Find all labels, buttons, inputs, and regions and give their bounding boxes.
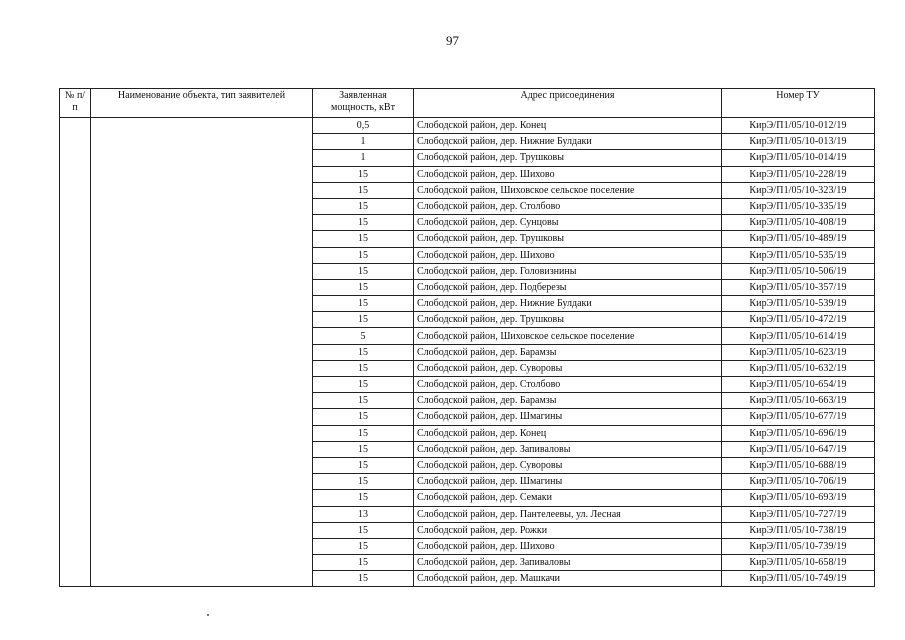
cell-address: Слободской район, дер. Нижние Булдаки — [414, 296, 722, 312]
cell-tu-number: КирЭ/П1/05/10-539/19 — [722, 296, 875, 312]
cell-address: Слободской район, дер. Конец — [414, 425, 722, 441]
cell-tu-number: КирЭ/П1/05/10-663/19 — [722, 393, 875, 409]
cell-tu-number: КирЭ/П1/05/10-677/19 — [722, 409, 875, 425]
cell-tu-number: КирЭ/П1/05/10-693/19 — [722, 490, 875, 506]
header-power: Заявленная мощность, кВт — [313, 89, 414, 118]
cell-power: 15 — [313, 409, 414, 425]
cell-power: 1 — [313, 150, 414, 166]
table-header-row — [60, 89, 875, 118]
cell-power: 15 — [313, 263, 414, 279]
cell-address: Слободской район, Шиховское сельское поселение — [414, 182, 722, 198]
cell-power: 13 — [313, 506, 414, 522]
cell-address: Слободской район, дер. Шихово — [414, 166, 722, 182]
cell-power: 15 — [313, 490, 414, 506]
cell-address: Слободской район, дер. Конец — [414, 118, 722, 134]
cell-address: Слободской район, дер. Суворовы — [414, 457, 722, 473]
cell-address: Слободской район, дер. Рожки — [414, 522, 722, 538]
cell-tu-number: КирЭ/П1/05/10-749/19 — [722, 571, 875, 587]
cell-power: 5 — [313, 328, 414, 344]
cell-tu-number: КирЭ/П1/05/10-408/19 — [722, 215, 875, 231]
cell-address: Слободской район, дер. Шихово — [414, 247, 722, 263]
cell-address: Слободской район, дер. Запиваловы — [414, 441, 722, 457]
cell-power: 15 — [313, 393, 414, 409]
cell-tu-number: КирЭ/П1/05/10-228/19 — [722, 166, 875, 182]
cell-address: Слободской район, дер. Столбово — [414, 377, 722, 393]
cell-name-merged — [91, 118, 313, 587]
cell-address: Слободской район, дер. Суворовы — [414, 360, 722, 376]
cell-address: Слободской район, дер. Машкачи — [414, 571, 722, 587]
cell-tu-number: КирЭ/П1/05/10-614/19 — [722, 328, 875, 344]
header-address: Адрес присоединения — [414, 89, 722, 118]
cell-power: 15 — [313, 441, 414, 457]
cell-tu-number: КирЭ/П1/05/10-013/19 — [722, 134, 875, 150]
cell-address: Слободской район, дер. Сунцовы — [414, 215, 722, 231]
cell-address: Слободской район, дер. Столбово — [414, 198, 722, 214]
cell-power: 15 — [313, 474, 414, 490]
cell-address: Слободской район, дер. Трушковы — [414, 150, 722, 166]
cell-power: 1 — [313, 134, 414, 150]
cell-tu-number: КирЭ/П1/05/10-706/19 — [722, 474, 875, 490]
cell-tu-number: КирЭ/П1/05/10-323/19 — [722, 182, 875, 198]
connections-table — [59, 88, 875, 587]
cell-power: 15 — [313, 360, 414, 376]
cell-address: Слободской район, дер. Шмагины — [414, 474, 722, 490]
table-body — [60, 118, 875, 587]
cell-power: 15 — [313, 182, 414, 198]
cell-address: Слободской район, дер. Шмагины — [414, 409, 722, 425]
cell-address: Слободской район, дер. Барамзы — [414, 393, 722, 409]
header-num: № п/п — [60, 89, 91, 118]
cell-tu-number: КирЭ/П1/05/10-632/19 — [722, 360, 875, 376]
cell-tu-number: КирЭ/П1/05/10-535/19 — [722, 247, 875, 263]
cell-address: Слободской район, дер. Подберезы — [414, 279, 722, 295]
cell-tu-number: КирЭ/П1/05/10-014/19 — [722, 150, 875, 166]
cell-tu-number: КирЭ/П1/05/10-623/19 — [722, 344, 875, 360]
cell-num-merged — [60, 118, 91, 587]
cell-power: 15 — [313, 538, 414, 554]
header-tu: Номер ТУ — [722, 89, 875, 118]
cell-power: 15 — [313, 296, 414, 312]
cell-power: 15 — [313, 555, 414, 571]
cell-power: 15 — [313, 571, 414, 587]
cell-address: Слободской район, дер. Пантелеевы, ул. Лесная — [414, 506, 722, 522]
cell-tu-number: КирЭ/П1/05/10-489/19 — [722, 231, 875, 247]
cell-tu-number: КирЭ/П1/05/10-739/19 — [722, 538, 875, 554]
cell-tu-number: КирЭ/П1/05/10-506/19 — [722, 263, 875, 279]
cell-power: 15 — [313, 231, 414, 247]
cell-power: 15 — [313, 522, 414, 538]
cell-tu-number: КирЭ/П1/05/10-012/19 — [722, 118, 875, 134]
cell-tu-number: КирЭ/П1/05/10-688/19 — [722, 457, 875, 473]
cell-tu-number: КирЭ/П1/05/10-647/19 — [722, 441, 875, 457]
cell-address: Слободской район, дер. Барамзы — [414, 344, 722, 360]
cell-power: 15 — [313, 344, 414, 360]
cell-address: Слободской район, дер. Семаки — [414, 490, 722, 506]
cell-address: Слободской район, дер. Нижние Булдаки — [414, 134, 722, 150]
cell-power: 15 — [313, 312, 414, 328]
cell-address: Слободской район, Шиховское сельское поселение — [414, 328, 722, 344]
cell-address: Слободской район, дер. Трушковы — [414, 312, 722, 328]
cell-power: 15 — [313, 215, 414, 231]
cell-power: 15 — [313, 166, 414, 182]
table-row — [60, 118, 875, 134]
cell-address: Слободской район, дер. Головизнины — [414, 263, 722, 279]
cell-tu-number: КирЭ/П1/05/10-727/19 — [722, 506, 875, 522]
cell-address: Слободской район, дер. Запиваловы — [414, 555, 722, 571]
cell-power: 15 — [313, 279, 414, 295]
cell-power: 15 — [313, 425, 414, 441]
cell-tu-number: КирЭ/П1/05/10-738/19 — [722, 522, 875, 538]
page-number: 97 — [446, 33, 459, 48]
cell-tu-number: КирЭ/П1/05/10-335/19 — [722, 198, 875, 214]
cell-address: Слободской район, дер. Трушковы — [414, 231, 722, 247]
cell-power: 15 — [313, 377, 414, 393]
cell-tu-number: КирЭ/П1/05/10-357/19 — [722, 279, 875, 295]
cell-address: Слободской район, дер. Шихово — [414, 538, 722, 554]
cell-power: 15 — [313, 198, 414, 214]
cell-power: 15 — [313, 247, 414, 263]
cell-tu-number: КирЭ/П1/05/10-654/19 — [722, 377, 875, 393]
cell-power: 0,5 — [313, 118, 414, 134]
cell-power: 15 — [313, 457, 414, 473]
header-name: Наименование объекта, тип заявителей — [91, 89, 313, 118]
scan-speck — [207, 614, 209, 616]
cell-tu-number: КирЭ/П1/05/10-696/19 — [722, 425, 875, 441]
cell-tu-number: КирЭ/П1/05/10-658/19 — [722, 555, 875, 571]
cell-tu-number: КирЭ/П1/05/10-472/19 — [722, 312, 875, 328]
